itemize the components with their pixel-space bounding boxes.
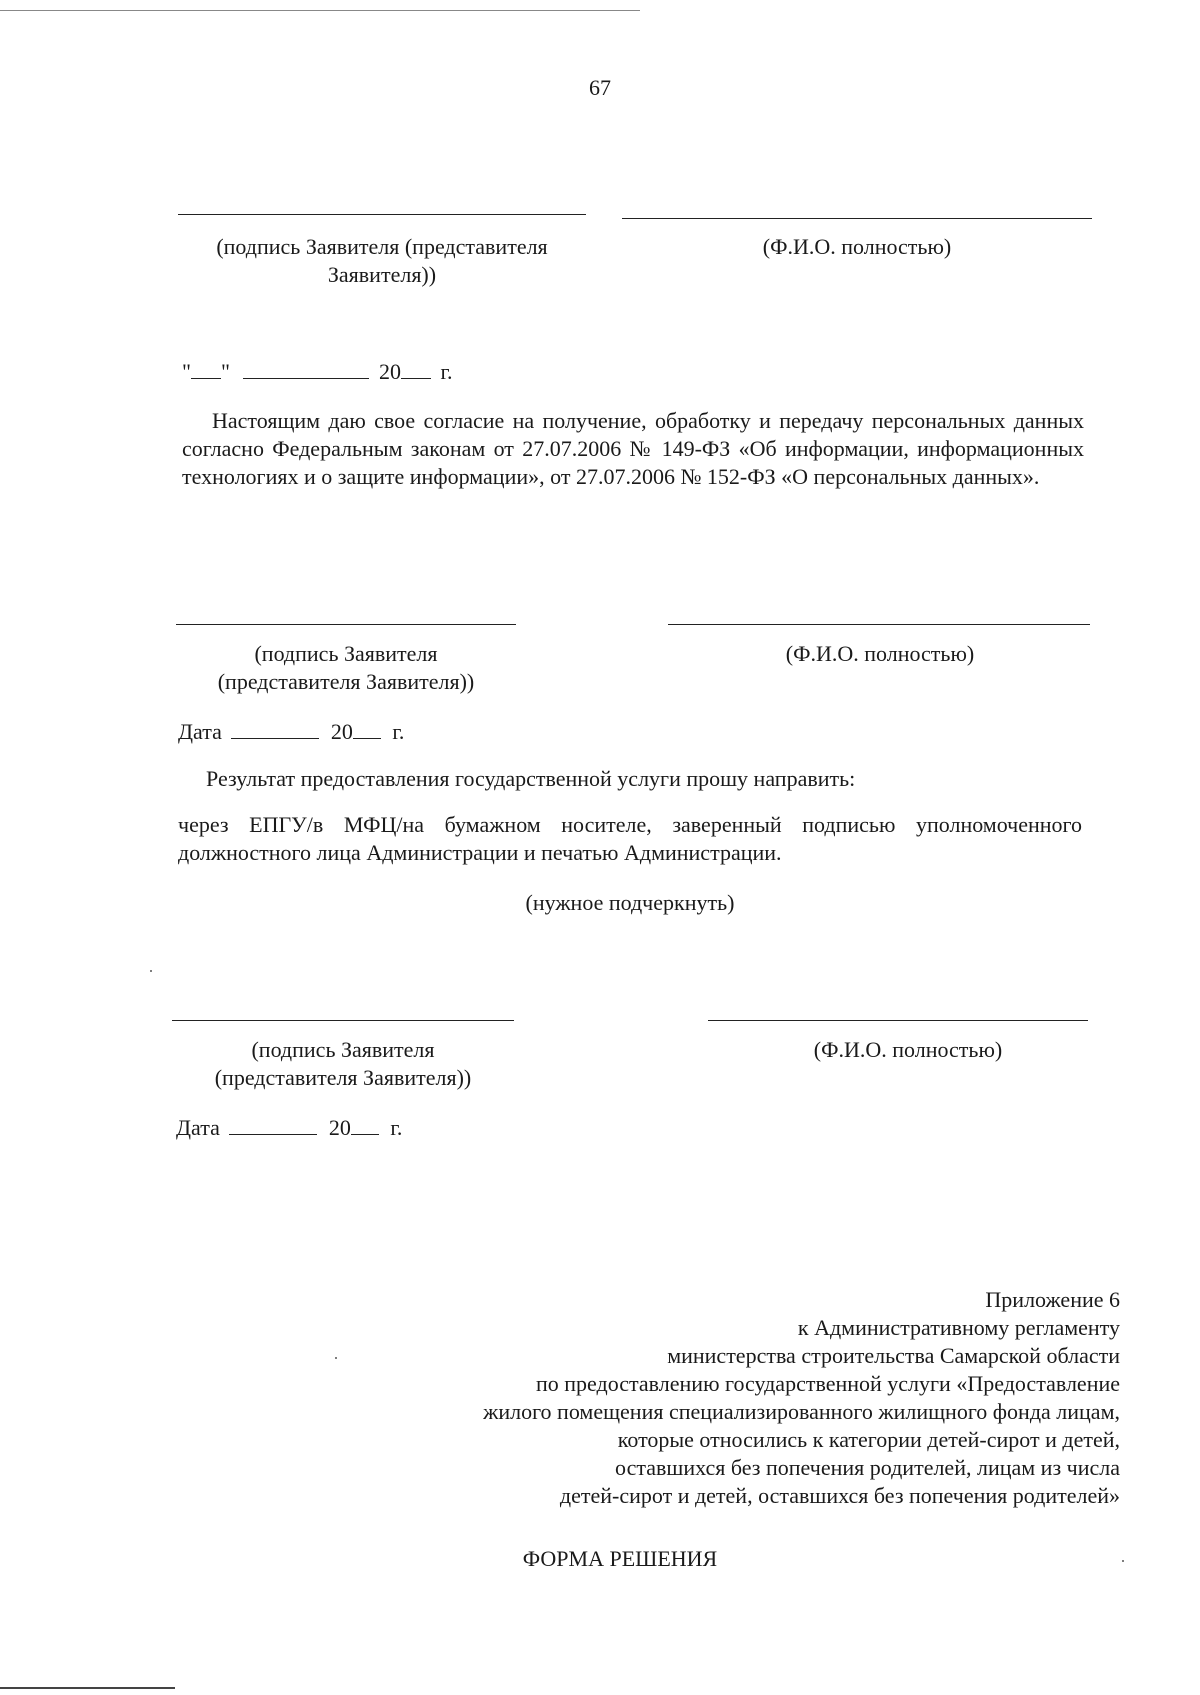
signature-caption-line1: (подпись Заявителя xyxy=(251,1037,435,1062)
date-year: 20 xyxy=(378,359,401,384)
date-suffix: г. xyxy=(392,719,405,744)
name-caption: (Ф.И.О. полностью) xyxy=(762,234,952,259)
name-line xyxy=(668,624,1090,625)
date-year-blank xyxy=(401,358,431,379)
date-year-blank xyxy=(351,1114,379,1135)
appendix-line: детей-сирот и детей, оставшихся без попечения родителей» xyxy=(559,1483,1120,1508)
date-label: Дата xyxy=(178,719,222,744)
signature-caption xyxy=(176,640,516,696)
appendix-heading xyxy=(380,1286,1120,1510)
result-intro: Результат предоставления государственной услуги прошу направить: xyxy=(206,766,856,791)
signature-caption-line1: (подпись Заявителя xyxy=(254,641,438,666)
signature-caption-line2: (представителя Заявителя)) xyxy=(214,1065,472,1090)
signature-line xyxy=(178,214,586,215)
appendix-line: которые относились к категории детей-сирот и детей, xyxy=(617,1427,1120,1452)
name-line xyxy=(622,218,1092,219)
scan-speck xyxy=(150,970,152,972)
date-suffix: г. xyxy=(440,359,453,384)
date-year-blank xyxy=(353,718,381,739)
date-quote-open: " xyxy=(182,359,191,384)
page-number: 67 xyxy=(589,75,611,100)
form-title: ФОРМА РЕШЕНИЯ xyxy=(522,1546,718,1571)
date-field xyxy=(176,1114,402,1142)
date-month-blank xyxy=(243,358,369,379)
scan-edge-line xyxy=(0,1687,175,1689)
date-field xyxy=(178,718,404,746)
consent-paragraph: Настоящим даю свое согласие на получение, обработку и передачу персональных данных согласно Федеральным законам от 27.07.2006 № 149-ФЗ «Об информации, информационных технологиях и о защите информации», от 27.07.2006 № 152-ФЗ «О персональных данных». xyxy=(182,408,1084,489)
appendix-line: оставшихся без попечения родителей, лицам из числа xyxy=(615,1455,1120,1480)
result-options: через ЕПГУ/в МФЦ/на бумажном носителе, заверенный подписью уполномоченного должностного лица Администрации и печатью Администрации. xyxy=(178,812,1082,865)
name-caption: (Ф.И.О. полностью) xyxy=(785,641,975,666)
name-line xyxy=(708,1020,1088,1021)
date-quote-close: " xyxy=(220,359,230,384)
underline-note: (нужное подчеркнуть) xyxy=(525,890,735,915)
date-day-blank xyxy=(191,358,221,379)
date-year: 20 xyxy=(328,1115,351,1140)
date-field xyxy=(182,358,453,386)
appendix-line: Приложение 6 xyxy=(985,1287,1120,1312)
signature-caption xyxy=(172,1036,514,1092)
scan-edge-line xyxy=(0,10,640,11)
scan-speck xyxy=(335,1357,337,1359)
signature-caption-line2: (представителя Заявителя)) xyxy=(217,669,475,694)
date-label: Дата xyxy=(176,1115,220,1140)
signature-line xyxy=(176,624,516,625)
scan-speck xyxy=(1122,1560,1124,1562)
signature-caption-line1: (подпись Заявителя (представителя xyxy=(216,234,548,259)
date-blank xyxy=(231,718,319,739)
signature-line xyxy=(172,1020,514,1021)
date-suffix: г. xyxy=(390,1115,403,1140)
appendix-line: по предоставлению государственной услуги «Предоставление xyxy=(536,1371,1120,1396)
appendix-line: к Административному регламенту xyxy=(797,1315,1120,1340)
date-year: 20 xyxy=(330,719,353,744)
appendix-line: министерства строительства Самарской области xyxy=(667,1343,1120,1368)
signature-caption xyxy=(178,233,586,289)
name-caption: (Ф.И.О. полностью) xyxy=(813,1037,1003,1062)
date-blank xyxy=(229,1114,317,1135)
signature-caption-line2: Заявителя)) xyxy=(327,262,437,287)
appendix-line: жилого помещения специализированного жилищного фонда лицам, xyxy=(483,1399,1120,1424)
